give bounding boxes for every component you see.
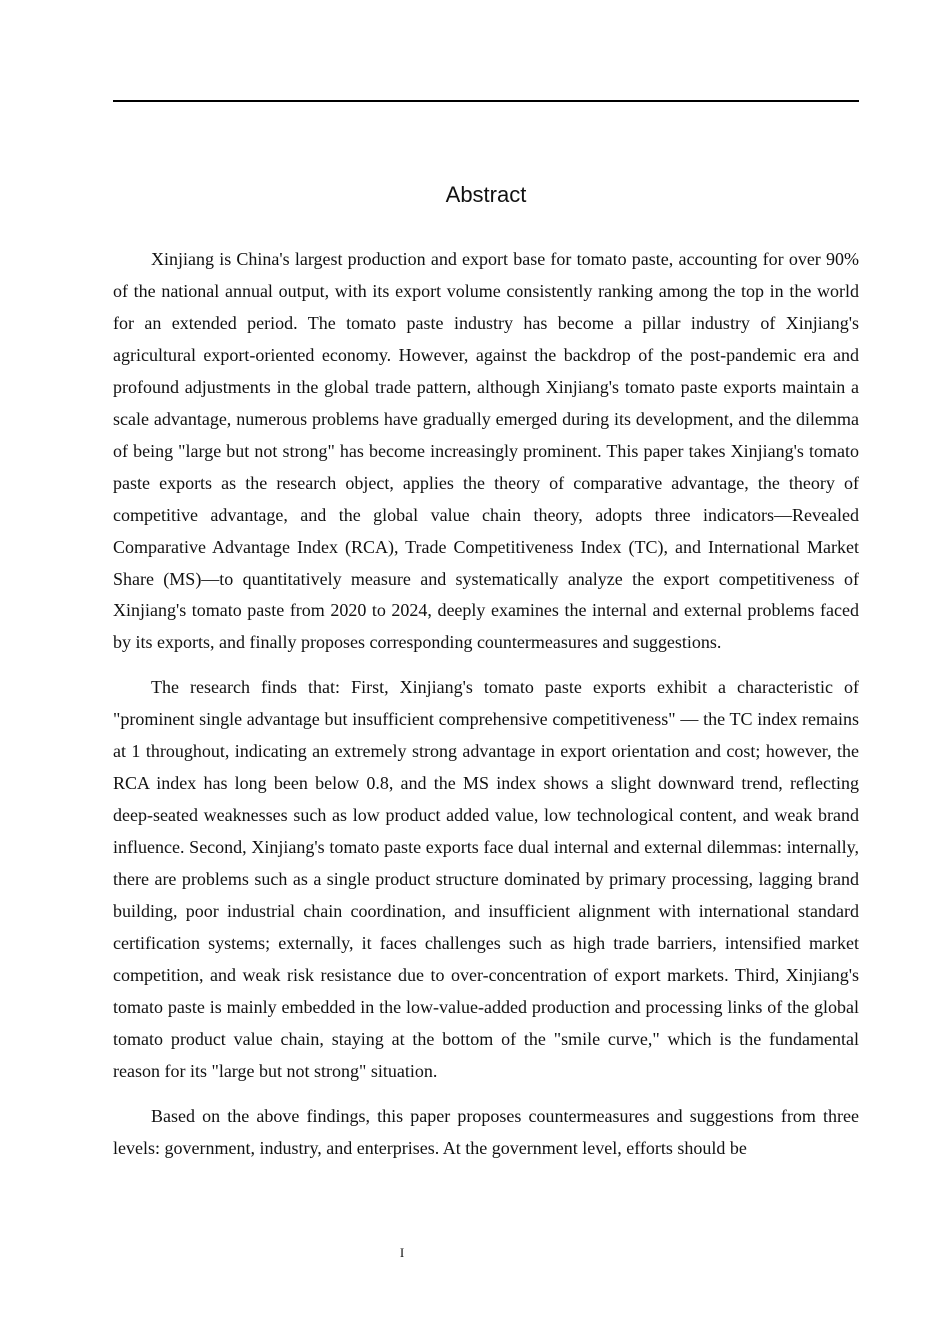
abstract-paragraph-1: Xinjiang is China's largest production and export base for tomato paste, accounting for over 90% of the national annual output, with its export volume consistently ranking among the top in the world for an extended period. The tomato paste industry has become a pillar industry of Xinjiang's agricultural export-oriented economy. However, against the backdrop of the post-pandemic era and profound adjustments in the global trade pattern, although Xinjiang's tomato paste exports maintain a scale advantage, numerous problems have gradually emerged during its development, and the dilemma of being "large but not strong" has become increasingly prominent. This paper takes Xinjiang's tomato paste exports as the research object, applies the theory of comparative advantage, the theory of competitive advantage, and the global value chain theory, adopts three indicators—Revealed Comparative Advantage Index (RCA), Trade Competitiveness Index (TC), and International Market Share (MS)—to quantitatively measure and systematically analyze the export competitiveness of Xinjiang's tomato paste from 2020 to 2024, deeply examines the internal and external problems faced by its exports, and finally proposes corresponding countermeasures and suggestions. bbox=[113, 249, 859, 653]
header-rule bbox=[113, 100, 859, 102]
page-title: Abstract bbox=[445, 182, 527, 207]
abstract-paragraph-2: The research finds that: First, Xinjiang's tomato paste exports exhibit a characteristic of "prominent single advantage but insufficient comprehensive competitiveness" — the TC index remains at 1 throughout, indicating an extremely strong advantage in export orientation and cost; however, the RCA index has long been below 0.8, and the MS index shows a slight downward trend, reflecting deep-seated weaknesses such as low product added value, low technological content, and weak brand influence. Second, Xinjiang's tomato paste exports face dual internal and external dilemmas: internally, there are problems such as a single product structure dominated by primary processing, lagging brand building, poor industrial chain coordination, and insufficient alignment with international standard certification systems; externally, it faces challenges such as high trade barriers, intensified market competition, and weak risk resistance due to over-concentration of export markets. Third, Xinjiang's tomato paste is mainly embedded in the low-value-added production and processing links of the global tomato product value chain, staying at the bottom of the "smile curve," which is the fundamental reason for its "large but not strong" situation. bbox=[113, 677, 859, 1081]
abstract-paragraph-3: Based on the above findings, this paper proposes countermeasures and suggestions from three levels: government, industry, and enterprises. At the government level, efforts should be bbox=[113, 1105, 859, 1158]
page-number: I bbox=[399, 1245, 405, 1260]
abstract-body bbox=[113, 244, 859, 1178]
